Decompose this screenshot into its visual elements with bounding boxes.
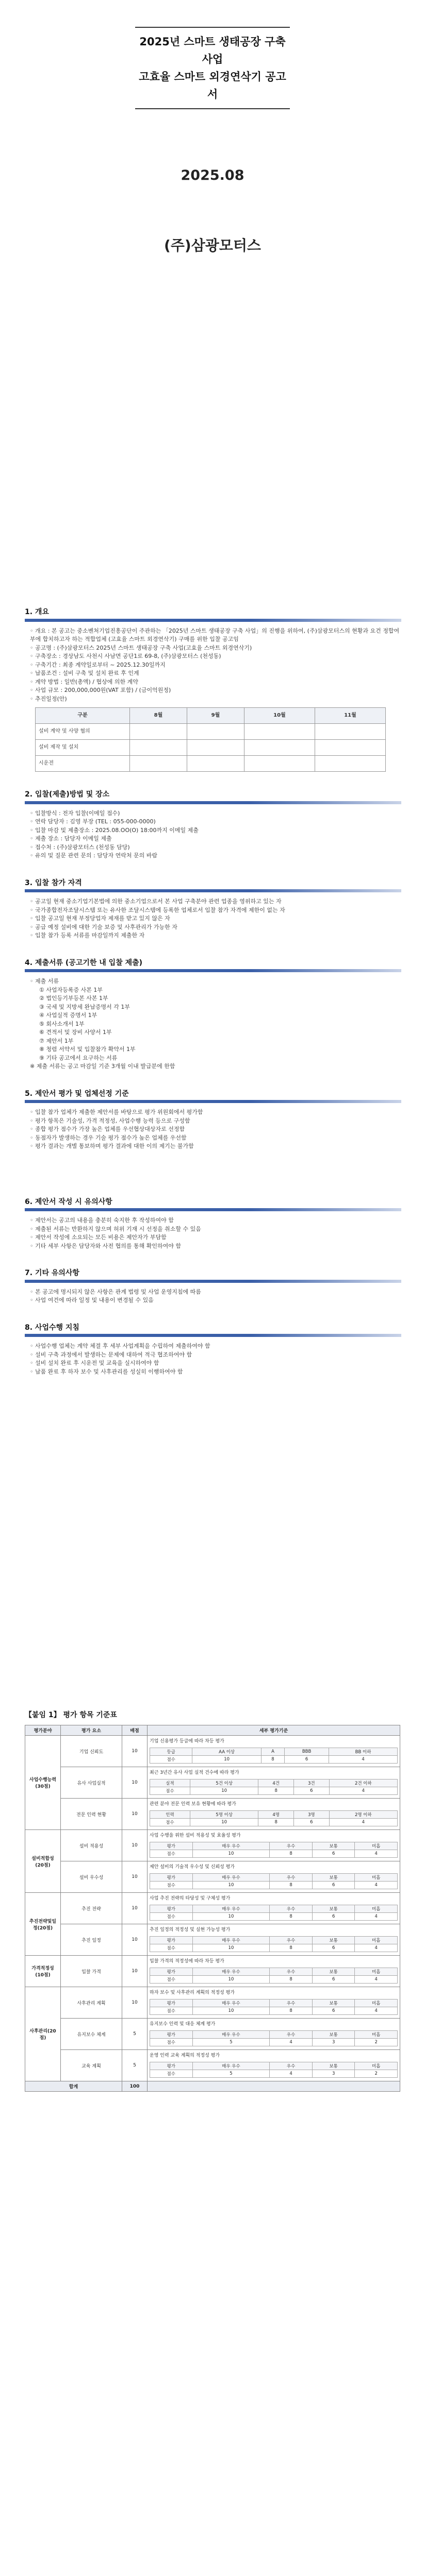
eval-item: 유지보수 체계	[61, 2019, 122, 2050]
section-bidding-method	[25, 790, 401, 860]
eval-score-cell: 우수	[270, 1937, 313, 1944]
eval-criteria-text: 유지보수 인력 및 대응 체계 평가	[150, 2022, 216, 2027]
eval-score-cell: 미흡	[355, 1874, 398, 1882]
eval-criteria-text: 기업 신용평가 등급에 따라 차등 평가	[150, 1739, 224, 1744]
schedule-header: 10월	[244, 708, 315, 724]
eval-score-cell: 미흡	[355, 2031, 398, 2039]
eval-score-cell: 4	[270, 2070, 313, 2078]
section-title: 3. 입찰 참가 자격	[25, 878, 82, 887]
eval-score-cell: 4	[355, 2007, 398, 2015]
bidding-item: ◦ 접수처 : (주)삼광모터스 (천성동 담당)	[30, 843, 130, 851]
eval-score-cell: 2명 이하	[329, 1811, 397, 1819]
eval-score-cell: 평가	[150, 1842, 193, 1850]
eval-item: 추진 일정	[61, 1924, 122, 1956]
eval-criteria-text: 관련 분야 전문 인력 보유 현황에 따라 평가	[150, 1802, 236, 1807]
eval-score-table	[150, 1779, 398, 1795]
eval-score-cell: 4	[329, 1756, 398, 1764]
eval-score-cell: 보통	[312, 1842, 355, 1850]
section-execution-guidelines	[25, 1324, 401, 1377]
eval-score-table	[150, 1810, 398, 1826]
documents-subitem: ⑧ 청렴 서약서 및 입찰참가 확약서 1부	[39, 1046, 136, 1053]
documents-subitem: ② 법인등기부등본 사본 1부	[39, 995, 108, 1002]
eval-criteria-text: 추진 일정의 적정성 및 실현 가능성 평가	[150, 1927, 231, 1933]
bidding-item: ◦ 입찰 마감 및 제출장소 : 2025.08.OO(O) 18:00까지 이메일 제출	[30, 826, 199, 834]
other-note-item: ◦ 사업 여건에 따라 일정 및 내용이 변경될 수 있음	[30, 1297, 154, 1303]
eval-score-cell: 점수	[150, 1756, 192, 1764]
eval-score-cell: 10	[192, 1882, 270, 1889]
eval-score-cell: 점수	[150, 1787, 190, 1795]
eval-points: 10	[122, 1736, 148, 1767]
eval-score-cell: 매우 우수	[192, 1874, 270, 1882]
eval-score-cell: 10	[192, 1913, 270, 1921]
eval-score-cell: 5명 이상	[190, 1811, 258, 1819]
eval-score-cell: 점수	[150, 1913, 193, 1921]
documents-subitem: ⑥ 견적서 및 장비 사양서 1부	[39, 1029, 112, 1036]
eval-score-cell: 8	[270, 1913, 313, 1921]
eval-score-cell: 8	[258, 1819, 294, 1826]
eval-points: 5	[122, 2050, 148, 2081]
section-documents	[25, 959, 401, 1071]
eval-score-cell: 점수	[150, 2039, 193, 2046]
eval-score-cell: 점수	[150, 1882, 193, 1889]
eval-score-cell: 점수	[150, 2007, 193, 2015]
eval-score-cell: 미흡	[355, 2062, 398, 2070]
evaluation-table-body	[25, 1736, 400, 2081]
eval-score-cell: 우수	[270, 2031, 313, 2039]
eval-score-cell: 10	[192, 1756, 261, 1764]
evaluation-table-title: 【붙임 1】 평가 항목 기준표	[25, 1711, 117, 1719]
eval-score-cell: 8	[258, 1787, 294, 1795]
eval-score-cell: 4건	[258, 1780, 294, 1787]
criteria-item: ◦ 평가 항목은 기술성, 가격 적정성, 사업수행 능력 등으로 구성함	[30, 1117, 190, 1124]
schedule-row-label: 설비 제작 및 설치	[36, 740, 130, 756]
eval-area: 사후관리(20점)	[25, 1987, 61, 2081]
eval-score-cell: 보통	[312, 1937, 355, 1944]
eval-points: 10	[122, 1956, 148, 1987]
schedule-header: 8월	[130, 708, 187, 724]
eval-item: 추진 전략	[61, 1893, 122, 1924]
eval-score-cell: 우수	[270, 1905, 313, 1913]
eval-points: 10	[122, 1861, 148, 1893]
section-qualification	[25, 879, 401, 940]
eval-score-cell: 4	[355, 1913, 398, 1921]
eval-score-cell: 매우 우수	[192, 1937, 270, 1944]
eval-score-cell: 3	[312, 2039, 355, 2046]
title-line-2: 고효율 스마트 외경연삭기 공고서	[139, 71, 286, 100]
bidding-item: ◦ 연락 담당자 : 김영 부장 (TEL : 055-000-0000)	[30, 818, 156, 825]
documents-item: ◦ 제출 서류	[30, 978, 59, 985]
eval-criteria-text: 사업 추진 전략의 타당성 및 구체성 평가	[150, 1896, 231, 1901]
criteria-item: ◦ 평가 결과는 개별 통보하며 평가 결과에 대한 이의 제기는 불가함	[30, 1143, 194, 1149]
eval-criteria	[148, 1736, 400, 1767]
eval-area: 추진전략및일정(20점)	[25, 1893, 61, 1956]
section-title: 4. 제출서류 (공고기한 내 입찰 제출)	[25, 958, 143, 967]
section-title: 1. 개요	[25, 608, 49, 616]
eval-score-cell: 8	[270, 1976, 313, 1984]
eval-score-cell: 6	[312, 1976, 355, 1984]
eval-score-cell: 미흡	[355, 1968, 398, 1976]
overview-item: ◦ 개요 : 본 공고는 중소벤처기업진흥공단이 주관하는 「2025년 스마트 생태공장 구축 사업」의 진행을 위하여, (주)삼광모터스의 현황과 요건 정합여부에 합치하고자 하는 적합업체 (고효율 스마트 외경연삭기) 구매를 위한 입찰 공고임	[30, 627, 400, 642]
eval-total-points: 100	[122, 2081, 148, 2092]
guideline-item: ◦ 납품 완료 후 하자 보수 및 사후관리를 성실히 이행하여야 함	[30, 1368, 183, 1375]
qualification-item: ◦ 공고일 현재 중소기업기본법에 의한 중소기업으로서 본 사업 구축분야 관련 업종을 영위하고 있는 자	[30, 898, 282, 905]
eval-criteria	[148, 1799, 400, 1830]
eval-criteria	[148, 1861, 400, 1893]
eval-score-table	[150, 1842, 398, 1858]
eval-score-cell: 6	[312, 1913, 355, 1921]
document-body	[25, 608, 401, 1376]
eval-score-cell: 10	[192, 1944, 270, 1952]
eval-item: 유사 사업실적	[61, 1767, 122, 1799]
proposal-note-item: ◦ 제출된 서류는 반환하지 않으며 허위 기재 시 선정을 취소할 수 있음	[30, 1225, 201, 1232]
eval-score-table	[150, 1999, 398, 2015]
title-box	[135, 27, 290, 109]
overview-item: ◦ 공고명 : (주)삼광모터스 2025년 스마트 생태공장 구축 사업(고효율 스마트 외경연삭기)	[30, 644, 252, 651]
eval-score-cell: 4	[355, 1976, 398, 1984]
eval-score-cell: 평가	[150, 1999, 193, 2007]
eval-score-cell: 4	[355, 1944, 398, 1952]
eval-score-cell: 보통	[312, 1905, 355, 1913]
eval-score-cell: 매우 우수	[192, 2031, 270, 2039]
eval-criteria	[148, 1987, 400, 2019]
bidding-item: ◦ 제출 장소 : 담당자 이메일 제출	[30, 835, 112, 842]
eval-score-table	[150, 1748, 398, 1764]
schedule-row-label: 설비 계약 및 사양 협의	[36, 724, 130, 740]
qualification-item: ◦ 공급 예정 설비에 대한 기술 보증 및 사후관리가 가능한 자	[30, 923, 177, 930]
eval-item: 설비 적용성	[61, 1830, 122, 1861]
eval-item: 사후관리 계획	[61, 1987, 122, 2019]
eval-score-cell: 실적	[150, 1780, 190, 1787]
schedule-header: 구분	[36, 708, 130, 724]
eval-score-cell: 매우 우수	[192, 1968, 270, 1976]
eval-score-cell: 4	[355, 1850, 398, 1858]
section-other-notes	[25, 1269, 401, 1305]
eval-score-cell: 우수	[270, 1999, 313, 2007]
eval-row	[25, 1956, 400, 1987]
documents-note: ※ 제출 서류는 공고 마감일 기준 3개월 이내 발급분에 한함	[30, 1063, 175, 1070]
eval-score-cell: 평가	[150, 2031, 193, 2039]
eval-score-table	[150, 1905, 398, 1921]
eval-score-cell: 6	[285, 1756, 329, 1764]
eval-score-cell: 6	[312, 1882, 355, 1889]
section-bar	[25, 619, 401, 622]
eval-criteria-text: 최근 3년간 유사 사업 실적 건수에 따라 평가	[150, 1770, 239, 1775]
criteria-item: ◦ 동점자가 발생하는 경우 기술 평가 점수가 높은 업체를 우선함	[30, 1134, 187, 1141]
eval-item: 입찰 가격	[61, 1956, 122, 1987]
eval-score-cell: 보통	[312, 1968, 355, 1976]
schedule-header: 9월	[187, 708, 244, 724]
eval-score-cell: 매우 우수	[192, 1905, 270, 1913]
eval-score-cell: 10	[192, 2007, 270, 2015]
eval-score-cell: 보통	[312, 2031, 355, 2039]
bidding-item: ◦ 입찰방식 : 전자 입찰(이메일 접수)	[30, 809, 120, 817]
section-bar	[25, 1334, 401, 1337]
eval-score-table	[150, 2062, 398, 2078]
proposal-note-item: ◦ 제안서 작성에 소요되는 모든 비용은 제안자가 부담함	[30, 1234, 167, 1241]
eval-row	[25, 1861, 400, 1893]
eval-row	[25, 1830, 400, 1861]
section-title: 6. 제안서 작성 시 유의사항	[25, 1197, 112, 1206]
eval-score-cell: 점수	[150, 1976, 193, 1984]
eval-row	[25, 1736, 400, 1767]
eval-score-cell: 매우 우수	[192, 1842, 270, 1850]
eval-score-cell: 5건 이상	[190, 1780, 258, 1787]
overview-item: ◦ 구축기간 : 최종 계약일로부터 ~ 2025.12.30일까지	[30, 661, 166, 668]
eval-item: 기업 신뢰도	[61, 1736, 122, 1767]
eval-score-cell: 점수	[150, 1850, 193, 1858]
eval-score-cell: 3건	[293, 1780, 329, 1787]
eval-score-cell: 평가	[150, 1937, 193, 1944]
eval-criteria-text: 하자 보수 및 사후관리 계획의 적정성 평가	[150, 1990, 235, 1995]
eval-score-cell: 10	[190, 1787, 258, 1795]
eval-criteria	[148, 1830, 400, 1861]
eval-score-cell: 매우 우수	[192, 1999, 270, 2007]
eval-points: 10	[122, 1987, 148, 2019]
section-bar	[25, 1280, 401, 1283]
schedule-row-label: 시운전	[36, 756, 130, 772]
eval-score-cell: BBB	[285, 1748, 329, 1756]
eval-criteria	[148, 1893, 400, 1924]
section-bar	[25, 1100, 401, 1103]
eval-criteria-text: 사업 수행을 위한 설비 적용성 및 효율성 평가	[150, 1833, 241, 1838]
guideline-item: ◦ 설비 설치 완료 후 시운전 및 교육을 실시하여야 함	[30, 1360, 159, 1366]
evaluation-table	[25, 1725, 400, 2092]
eval-score-cell: 3명	[293, 1811, 329, 1819]
eval-row	[25, 1924, 400, 1956]
eval-score-cell: AA 이상	[192, 1748, 261, 1756]
eval-score-cell: 8	[270, 1850, 313, 1858]
eval-score-cell: 평가	[150, 1968, 193, 1976]
eval-score-cell: BB 이하	[329, 1748, 398, 1756]
documents-subitem: ⑦ 제안서 1부	[39, 1037, 74, 1044]
documents-subitem: ⑨ 기타 공고에서 요구하는 서류	[39, 1054, 118, 1061]
section-title: 7. 기타 유의사항	[25, 1269, 79, 1277]
section-bar	[25, 969, 401, 972]
documents-subitem: ① 사업자등록증 사본 1부	[39, 986, 103, 993]
eval-score-cell: 8	[270, 1882, 313, 1889]
eval-score-cell: 8	[261, 1756, 284, 1764]
eval-score-cell: 평가	[150, 1874, 193, 1882]
section-bar	[25, 889, 401, 892]
eval-score-cell: 점수	[150, 2070, 193, 2078]
eval-header: 세부 평가기준	[148, 1725, 400, 1736]
eval-score-cell: 4명	[258, 1811, 294, 1819]
eval-header: 평가 요소	[61, 1725, 122, 1736]
other-note-item: ◦ 본 공고에 명시되지 않은 사항은 관계 법령 및 사업 운영지침에 따름	[30, 1288, 201, 1295]
eval-row	[25, 1987, 400, 2019]
company-name: (주)삼광모터스	[164, 237, 261, 254]
eval-score-cell: 8	[270, 1944, 313, 1952]
eval-area: 사업수행능력(30점)	[25, 1736, 61, 1830]
eval-score-cell: 우수	[270, 1842, 313, 1850]
eval-score-cell: 2	[355, 2070, 398, 2078]
bidding-item: ◦ 유의 및 질문 관련 문의 : 담당자 연락처 문의 바람	[30, 852, 158, 859]
proposal-note-item: ◦ 제안서는 공고의 내용을 충분히 숙지한 후 작성하여야 함	[30, 1217, 174, 1224]
eval-row	[25, 2050, 400, 2081]
qualification-item: ◦ 입찰 참가 등록 서류를 마감일까지 제출한 자	[30, 932, 145, 939]
eval-score-cell: 6	[312, 1850, 355, 1858]
eval-score-cell: 등급	[150, 1748, 192, 1756]
overview-item: ◦ 납품조건 : 설비 구축 및 설치 완료 후 인계	[30, 670, 139, 676]
eval-score-cell: 2	[355, 2039, 398, 2046]
eval-score-cell: 5	[192, 2070, 270, 2078]
eval-item: 전문 인력 현황	[61, 1799, 122, 1830]
eval-criteria	[148, 1956, 400, 1987]
qualification-item: ◦ 입찰 공고일 현재 부정당업자 제재를 받고 있지 않은 자	[30, 915, 170, 922]
eval-score-cell: 우수	[270, 2062, 313, 2070]
eval-criteria-text: 입찰 가격의 적정성에 따라 차등 평가	[150, 1959, 224, 1964]
section-title: 2. 입찰(제출)방법 및 장소	[25, 790, 110, 799]
eval-header: 평가분야	[25, 1725, 61, 1736]
qualification-item: ◦ 국가종합전자조달시스템 또는 유사한 조달시스템에 등록한 업체로서 입찰 참가 자격에 제한이 없는 자	[30, 906, 285, 913]
eval-score-cell: 3	[312, 2070, 355, 2078]
section-overview	[25, 608, 401, 772]
eval-score-cell: 미흡	[355, 1999, 398, 2007]
eval-criteria	[148, 1767, 400, 1799]
eval-item: 교육 계획	[61, 2050, 122, 2081]
eval-row	[25, 2019, 400, 2050]
eval-score-cell: 4	[355, 1882, 398, 1889]
eval-points: 10	[122, 1799, 148, 1830]
eval-points: 10	[122, 1767, 148, 1799]
section-title: 5. 제안서 평가 및 업체선정 기준	[25, 1089, 129, 1098]
section-evaluation-criteria	[25, 1090, 401, 1151]
eval-criteria	[148, 2019, 400, 2050]
eval-score-cell: 보통	[312, 1999, 355, 2007]
eval-item: 설비 우수성	[61, 1861, 122, 1893]
eval-criteria	[148, 2050, 400, 2081]
eval-total-label: 합계	[25, 2081, 122, 2092]
eval-score-table	[150, 1968, 398, 1984]
eval-score-table	[150, 1936, 398, 1952]
eval-criteria-text: 제안 설비의 기술적 우수성 및 신뢰성 평가	[150, 1865, 235, 1870]
eval-score-table	[150, 1873, 398, 1889]
eval-points: 5	[122, 2019, 148, 2050]
eval-score-cell: 점수	[150, 1944, 193, 1952]
eval-score-cell: 6	[312, 1944, 355, 1952]
overview-item: ◦ 구축장소 : 경상남도 사천시 사남면 공단1로 69-8, (주)삼광모터스 (천성동)	[30, 653, 221, 659]
eval-header: 배점	[122, 1725, 148, 1736]
eval-score-cell: A	[261, 1748, 284, 1756]
eval-score-cell: 미흡	[355, 1842, 398, 1850]
eval-area: 가격적정성(10점)	[25, 1956, 61, 1987]
title-line-1: 2025년 스마트 생태공장 구축사업	[139, 36, 286, 65]
criteria-item: ◦ 입찰 참가 업체가 제출한 제안서를 바탕으로 평가 위원회에서 평가함	[30, 1109, 203, 1115]
eval-score-cell: 6	[293, 1787, 329, 1795]
section-bar	[25, 801, 401, 804]
eval-score-table	[150, 2030, 398, 2046]
section-proposal-notes	[25, 1198, 401, 1251]
eval-score-cell: 평가	[150, 2062, 193, 2070]
eval-score-cell: 4	[329, 1787, 397, 1795]
eval-row	[25, 1893, 400, 1924]
schedule-table	[35, 707, 386, 772]
eval-score-cell: 보통	[312, 2062, 355, 2070]
eval-score-cell: 평가	[150, 1905, 193, 1913]
eval-score-cell: 5	[192, 2039, 270, 2046]
eval-score-cell: 2건 이하	[329, 1780, 397, 1787]
schedule-header: 11월	[315, 708, 385, 724]
criteria-item: ◦ 종합 평가 점수가 가장 높은 업체를 우선협상대상자로 선정함	[30, 1126, 185, 1132]
eval-score-cell: 우수	[270, 1874, 313, 1882]
eval-score-cell: 10	[190, 1819, 258, 1826]
document-date: 2025.08	[181, 167, 244, 183]
eval-score-cell: 8	[270, 2007, 313, 2015]
eval-score-cell: 우수	[270, 1968, 313, 1976]
eval-score-cell: 4	[270, 2039, 313, 2046]
eval-points: 10	[122, 1893, 148, 1924]
eval-score-cell: 10	[192, 1976, 270, 1984]
eval-criteria	[148, 1924, 400, 1956]
guideline-item: ◦ 설비 구축 과정에서 발생하는 문제에 대하여 적극 협조하여야 함	[30, 1351, 192, 1358]
section-title: 8. 사업수행 지침	[25, 1323, 79, 1332]
eval-score-cell: 점수	[150, 1819, 190, 1826]
eval-criteria-text: 운영 인력 교육 계획의 적정성 평가	[150, 2053, 220, 2058]
eval-score-cell: 4	[329, 1819, 397, 1826]
eval-points: 10	[122, 1830, 148, 1861]
eval-score-cell: 매우 우수	[192, 2062, 270, 2070]
eval-row	[25, 1799, 400, 1830]
eval-score-cell: 미흡	[355, 1937, 398, 1944]
eval-points: 10	[122, 1924, 148, 1956]
overview-item: ◦ 계약 방법 : 일반(총액) / 협상에 의한 계약	[30, 678, 138, 685]
eval-area: 설비적합성(20점)	[25, 1830, 61, 1893]
eval-score-cell: 미흡	[355, 1905, 398, 1913]
overview-item: ◦ 사업 규모 : 200,000,000원(VAT 포함) / (금이억원정)	[30, 687, 171, 693]
eval-row	[25, 1767, 400, 1799]
proposal-note-item: ◦ 기타 세부 사항은 담당자와 사전 협의를 통해 확인하여야 함	[30, 1242, 181, 1249]
eval-score-cell: 10	[192, 1850, 270, 1858]
documents-subitem: ⑤ 회사소개서 1부	[39, 1020, 85, 1027]
eval-score-cell: 인력	[150, 1811, 190, 1819]
eval-score-cell: 보통	[312, 1874, 355, 1882]
overview-item: ◦ 추진일정(안)	[30, 695, 67, 702]
documents-subitem: ③ 국세 및 지방세 완납증명서 각 1부	[39, 1003, 130, 1010]
documents-subitem: ④ 사업실적 증명서 1부	[39, 1012, 97, 1019]
guideline-item: ◦ 사업수행 업체는 계약 체결 후 세부 사업계획을 수립하여 제출하여야 함	[30, 1343, 210, 1349]
eval-score-cell: 6	[312, 2007, 355, 2015]
section-bar	[25, 1208, 401, 1211]
eval-score-cell: 6	[293, 1819, 329, 1826]
